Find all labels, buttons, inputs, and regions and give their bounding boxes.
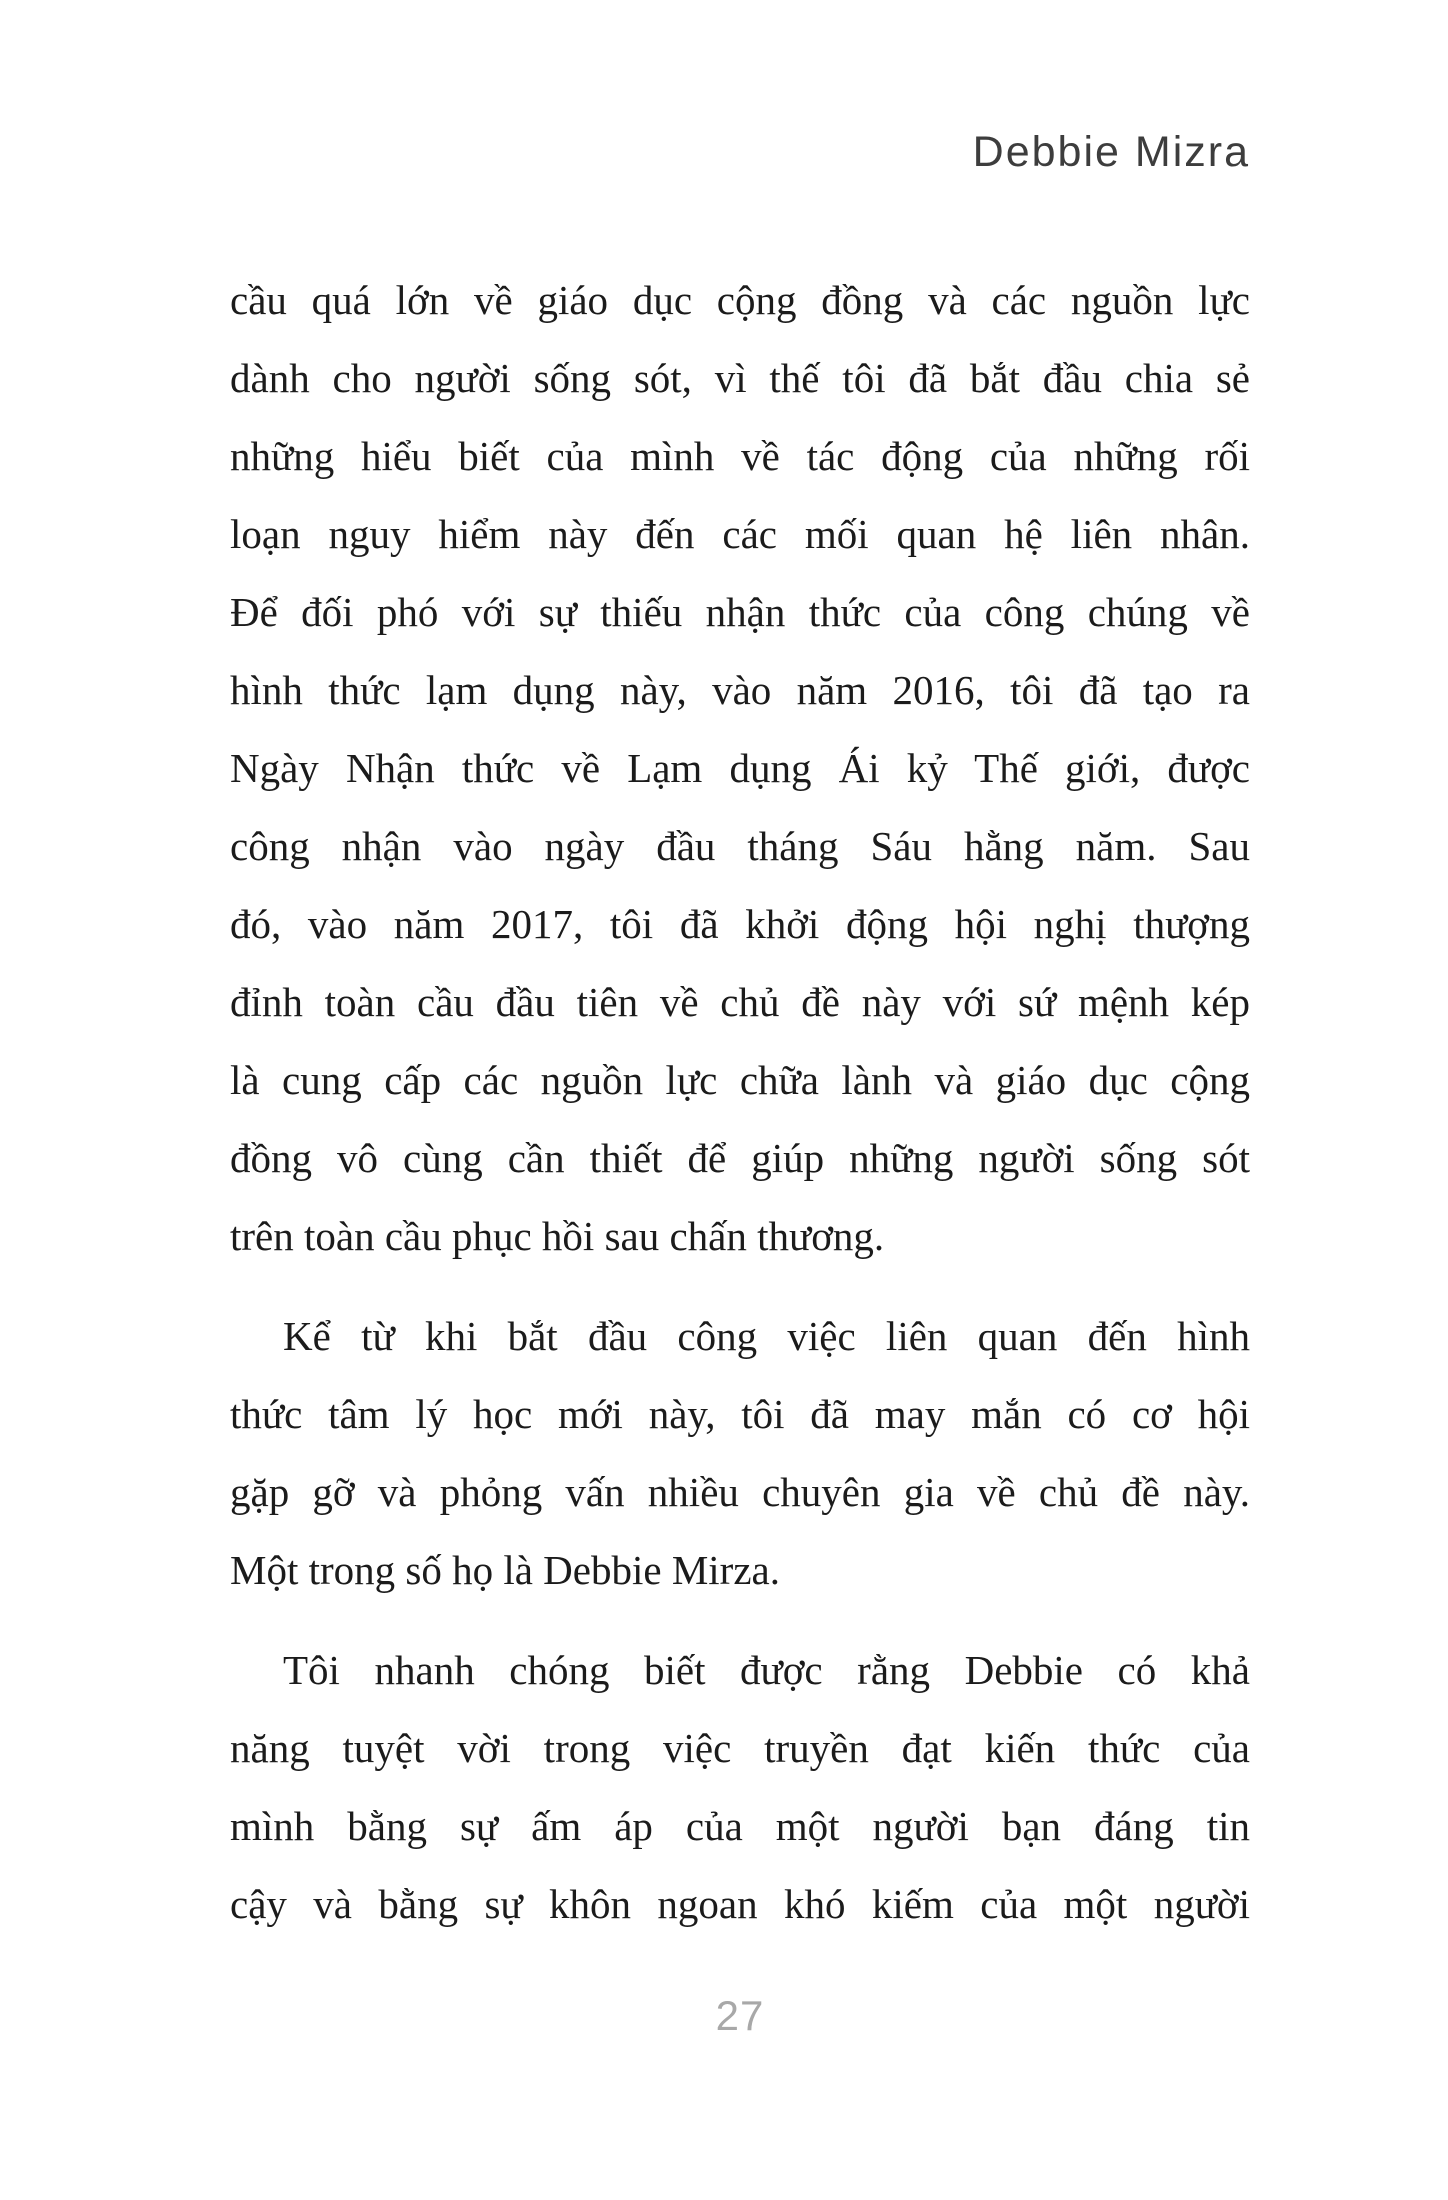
- text-line: loạn nguy hiểm này đến các mối quan hệ liên nhân.: [230, 511, 1250, 557]
- text-line: là cung cấp các nguồn lực chữa lành và giáo dục cộng: [230, 1057, 1250, 1103]
- text-line: cầu quá lớn về giáo dục cộng đồng và các nguồn lực: [230, 277, 1250, 323]
- paragraph: [230, 261, 1250, 1275]
- text-line: Để đối phó với sự thiếu nhận thức của công chúng về: [230, 589, 1250, 635]
- text-line: Tôi nhanh chóng biết được rằng Debbie có khả: [283, 1647, 1250, 1693]
- paragraph: [230, 1297, 1250, 1609]
- text-line: cậy và bằng sự khôn ngoan khó kiếm của một người: [230, 1881, 1250, 1927]
- text-line: những hiểu biết của mình về tác động của những rối: [230, 433, 1250, 479]
- text-line: Một trong số họ là Debbie Mirza.: [230, 1547, 780, 1593]
- paragraph: [230, 1631, 1250, 1943]
- text-line: trên toàn cầu phục hồi sau chấn thương.: [230, 1213, 885, 1259]
- text-line: mình bằng sự ấm áp của một người bạn đáng tin: [230, 1803, 1250, 1849]
- text-line: thức tâm lý học mới này, tôi đã may mắn có cơ hội: [230, 1391, 1250, 1437]
- page-number: 27: [715, 1992, 765, 2039]
- text-line: Ngày Nhận thức về Lạm dụng Ái kỷ Thế giới, được: [230, 745, 1250, 791]
- text-line: đồng vô cùng cần thiết để giúp những người sống sót: [230, 1135, 1250, 1181]
- text-line: công nhận vào ngày đầu tháng Sáu hằng năm. Sau: [230, 823, 1250, 869]
- running-header: Debbie Mizra: [972, 128, 1250, 176]
- text-line: đỉnh toàn cầu đầu tiên về chủ đề này với sứ mệnh kép: [230, 979, 1250, 1025]
- text-block: [230, 261, 1250, 1965]
- text-line: năng tuyệt vời trong việc truyền đạt kiến thức của: [230, 1725, 1250, 1771]
- text-line: đó, vào năm 2017, tôi đã khởi động hội nghị thượng: [230, 901, 1250, 947]
- text-line: Kể từ khi bắt đầu công việc liên quan đến hình: [283, 1313, 1250, 1359]
- text-line: gặp gỡ và phỏng vấn nhiều chuyên gia về chủ đề này.: [230, 1469, 1250, 1515]
- text-line: dành cho người sống sót, vì thế tôi đã bắt đầu chia sẻ: [230, 355, 1250, 401]
- text-line: hình thức lạm dụng này, vào năm 2016, tôi đã tạo ra: [230, 667, 1250, 713]
